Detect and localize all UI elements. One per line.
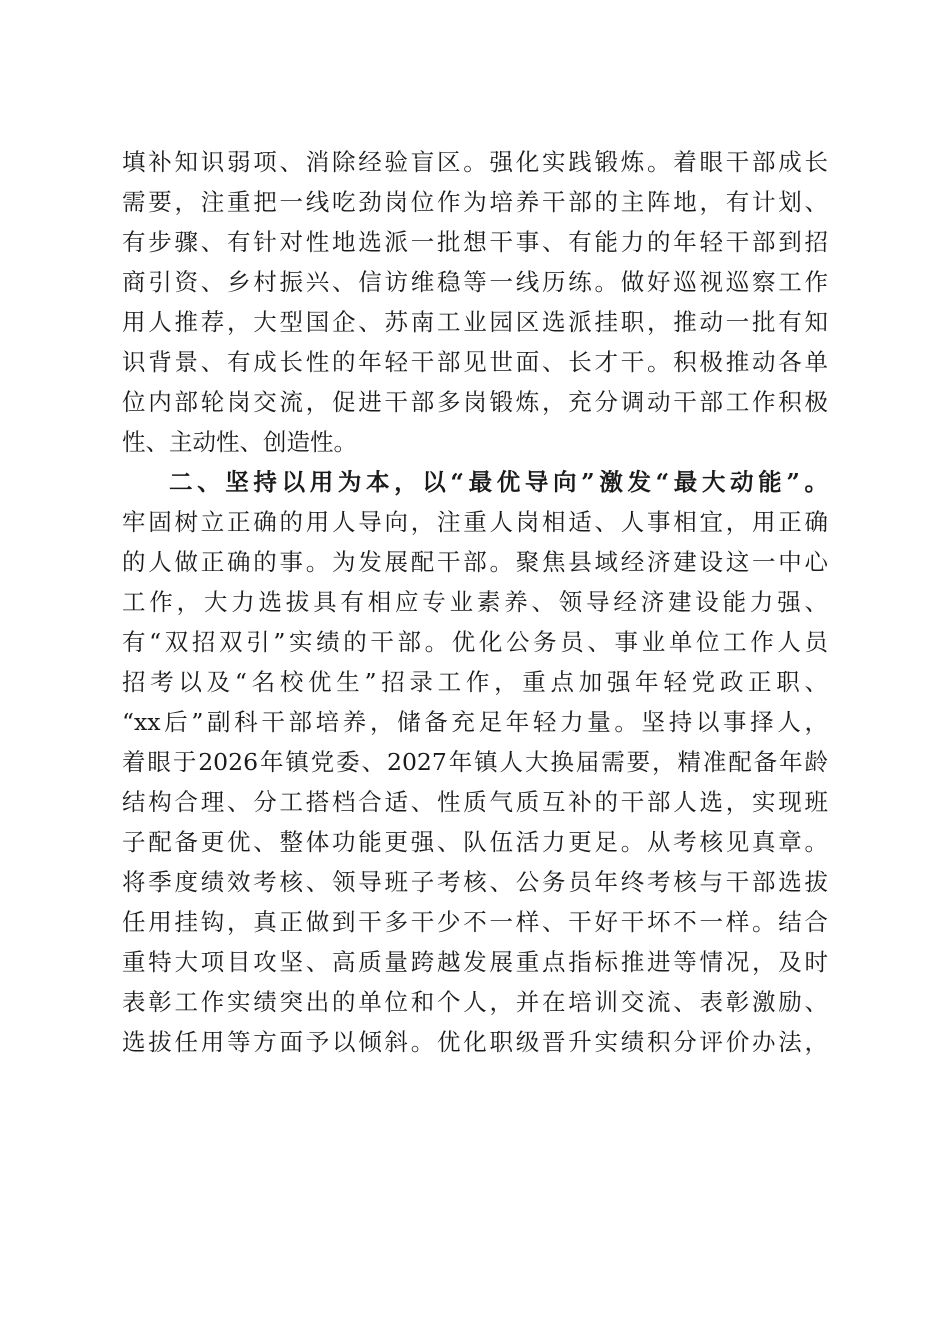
paragraph-line: 将季度绩效考核、领导班子考核、公务员年终考核与干部选拔 xyxy=(122,868,828,896)
paragraph-line: 用人推荐，大型国企、苏南工业园区选派挂职，推动一批有知 xyxy=(122,308,828,336)
paragraph-line: 选拔任用等方面予以倾斜。优化职级晋升实绩积分评价办法， xyxy=(122,1028,828,1056)
document-body xyxy=(122,142,828,1062)
paragraph-line: 牢固树立正确的用人导向，注重人岗相适、人事相宜，用正确 xyxy=(122,508,828,536)
paragraph-line: 招考以及“名校优生”招录工作，重点加强年轻党政正职、 xyxy=(122,668,828,696)
paragraph-line: 识背景、有成长性的年轻干部见世面、长才干。积极推动各单 xyxy=(122,348,828,376)
paragraph-line: 的人做正确的事。为发展配干部。聚焦县域经济建设这一中心 xyxy=(122,548,828,576)
paragraph-line: 重特大项目攻坚、高质量跨越发展重点指标推进等情况，及时 xyxy=(122,948,828,976)
paragraph-line: 填补知识弱项、消除经验盲区。强化实践锻炼。着眼干部成长 xyxy=(122,148,828,176)
paragraph-line: 位内部轮岗交流，促进干部多岗锻炼，充分调动干部工作积极 xyxy=(122,388,828,416)
paragraph-line: 需要，注重把一线吃劲岗位作为培养干部的主阵地，有计划、 xyxy=(122,188,828,216)
paragraph-line: 商引资、乡村振兴、信访维稳等一线历练。做好巡视巡察工作 xyxy=(122,268,828,296)
paragraph-line: 着眼于2026年镇党委、2027年镇人大换届需要，精准配备年龄 xyxy=(122,748,828,776)
paragraph-line-last: 性、主动性、创造性。 xyxy=(122,428,357,456)
paragraph-line: 任用挂钩，真正做到干多干少不一样、干好干坏不一样。结合 xyxy=(122,908,828,936)
paragraph-line: “xx后”副科干部培养，储备充足年轻力量。坚持以事择人， xyxy=(122,708,828,736)
paragraph-line: 有“双招双引”实绩的干部。优化公务员、事业单位工作人员 xyxy=(122,628,828,656)
paragraph-line: 子配备更优、整体功能更强、队伍活力更足。从考核见真章。 xyxy=(122,828,828,856)
paragraph-line: 结构合理、分工搭档合适、性质气质互补的干部人选，实现班 xyxy=(122,788,828,816)
paragraph-line: 表彰工作实绩突出的单位和个人，并在培训交流、表彰激励、 xyxy=(122,988,828,1016)
section-heading: 二、坚持以用为本，以“最优导向”激发“最大动能”。 xyxy=(169,468,828,496)
paragraph-line: 有步骤、有针对性地选派一批想干事、有能力的年轻干部到招 xyxy=(122,228,828,256)
paragraph-line: 工作，大力选拔具有相应专业素养、领导经济建设能力强、 xyxy=(122,588,828,616)
